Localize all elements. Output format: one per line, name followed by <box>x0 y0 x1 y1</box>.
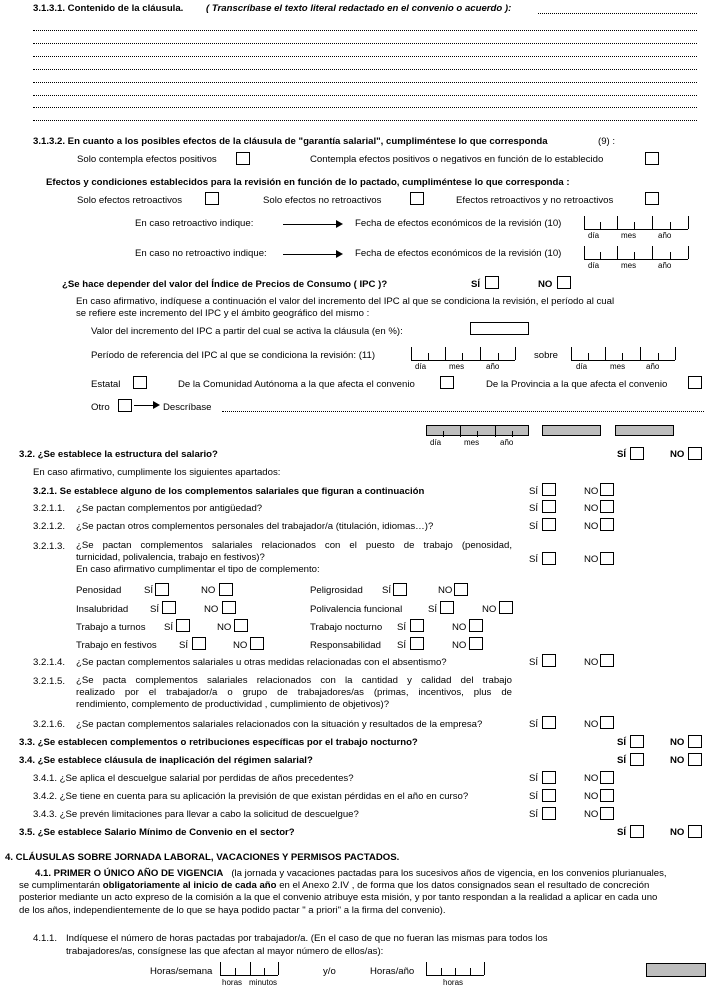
label-yo: y/o <box>323 966 336 977</box>
dotted-line[interactable] <box>33 56 697 57</box>
checkbox-responsabilidad-si[interactable] <box>410 637 424 650</box>
checkbox-q3213-no[interactable] <box>600 552 614 565</box>
label-no: NO <box>584 554 599 565</box>
label-polivalencia: Polivalencia funcional <box>310 604 403 615</box>
q411-line-2: trabajadores/as, consígnese las que afectan al mayor número de ellos/as): <box>66 946 384 957</box>
checkbox-q3216-si[interactable] <box>542 716 556 729</box>
label-no: NO <box>584 486 599 497</box>
efectos-title: Efectos y condiciones establecidos para la revisión en función de lo pactado, cumpliméntese lo que corresponda : <box>46 177 570 188</box>
dotted-line[interactable] <box>33 69 697 70</box>
checkbox-responsabilidad-no[interactable] <box>469 637 483 650</box>
label-si: SÍ <box>397 622 407 633</box>
q411-line-1: Indíquese el número de horas pactadas por trabajador/a. (En el caso de que no fueran las mismas para todos los <box>66 933 548 944</box>
checkbox-festivos-si[interactable] <box>192 637 206 650</box>
label-no: NO <box>584 657 599 668</box>
section-41-paragraph: 4.1. PRIMER O ÚNICO AÑO DE VIGENCIA (la jornada y vacaciones pactadas para los sucesivos años de vigencia, en los convenios plurianuales, se cumplimentarán obligatoriamente al inicio de cada año en el Anexo 2.IV , de forma que los datos consignados sean el resultado de concreción posterior mediante un acto expreso de la comisión a la que el convenio atribuye esta misión, y por tanto respondan a la realidad a aplicar en cada uno de los años, independientemente de lo que se haya podido pactar " a priori" a la firma del convenio). <box>19 868 667 916</box>
checkbox-q342-no[interactable] <box>600 789 614 802</box>
q3216-number: 3.2.1.6. <box>33 719 66 730</box>
label-festivos: Trabajo en festivos <box>76 640 157 651</box>
label-si: SÍ <box>397 640 407 651</box>
checkbox-35-no[interactable] <box>688 825 702 838</box>
checkbox-q3211-si[interactable] <box>542 500 556 513</box>
label-si: SÍ <box>617 827 627 838</box>
label-si: SÍ <box>144 585 154 596</box>
label-solo-no-retro: Solo efectos no retroactivos <box>263 195 382 206</box>
checkbox-q3212-no[interactable] <box>600 518 614 531</box>
checkbox-insalubridad-si[interactable] <box>162 601 176 614</box>
checkbox-retro-y-no[interactable] <box>645 192 659 205</box>
label-estatal: Estatal <box>91 379 121 390</box>
label-insalubridad: Insalubridad <box>76 604 129 615</box>
label-no: NO <box>452 640 467 651</box>
checkbox-q3214-no[interactable] <box>600 654 614 667</box>
checkbox-q3216-no[interactable] <box>600 716 614 729</box>
section-4-title: 4. CLÁUSULAS SOBRE JORNADA LABORAL, VACACIONES Y PERMISOS PACTADOS. <box>5 852 400 863</box>
checkbox-insalubridad-no[interactable] <box>222 601 236 614</box>
label-no: NO <box>584 503 599 514</box>
checkbox-q341-no[interactable] <box>600 771 614 784</box>
label-no: NO <box>670 827 685 838</box>
dotted-line[interactable] <box>33 43 697 44</box>
label-no: NO <box>584 521 599 532</box>
label-no: NO <box>482 604 497 615</box>
label-anio: año <box>658 231 672 240</box>
checkbox-penosidad-si[interactable] <box>155 583 169 596</box>
dotted-line[interactable] <box>33 95 697 96</box>
checkbox-q3214-si[interactable] <box>542 654 556 667</box>
checkbox-peligrosidad-si[interactable] <box>393 583 407 596</box>
label-anio: año <box>646 362 660 371</box>
grey-box <box>542 425 601 436</box>
checkbox-33-si[interactable] <box>630 735 644 748</box>
label-valor-ipc: Valor del incremento del IPC a partir del cual se activa la cláusula (en %): <box>91 326 403 337</box>
label-si: SÍ <box>529 554 539 565</box>
label-dia: día <box>576 362 588 371</box>
checkbox-q3211-no[interactable] <box>600 500 614 513</box>
label-dia: día <box>588 231 600 240</box>
checkbox-33-no[interactable] <box>688 735 702 748</box>
label-solo-retro: Solo efectos retroactivos <box>77 195 183 206</box>
label-no: NO <box>584 809 599 820</box>
label-si: SÍ <box>529 486 539 497</box>
section-41-title: 4.1. PRIMER O ÚNICO AÑO DE VIGENCIA <box>35 868 224 879</box>
label-no: NO <box>670 449 685 460</box>
checkbox-comunidad[interactable] <box>440 376 454 389</box>
q3215-label: ¿Se pacta complementos salariales relacionados con la cantidad y calidad del trabajo realizado por el trabajador/a o grupo de trabajadores/as (primas, incentivos, plus de rendimiento, complemento de productividad , cumplimiento de objetivos)? <box>76 675 512 711</box>
checkbox-estatal[interactable] <box>133 376 147 389</box>
checkbox-q321-si[interactable] <box>542 483 556 496</box>
section-32-title: 3.2. ¿Se establece la estructura del salario? <box>19 449 218 460</box>
label-no: NO <box>670 755 685 766</box>
dotted-line[interactable] <box>33 82 697 83</box>
label-si: SÍ <box>617 449 627 460</box>
label-dia: día <box>430 438 442 447</box>
section-32-intro: En caso afirmativo, cumplimente los siguientes apartados: <box>33 467 281 478</box>
label-fecha-efectos-2: Fecha de efectos económicos de la revisión (10) <box>355 248 562 259</box>
label-no: NO <box>217 622 232 633</box>
label-si: SÍ <box>617 755 627 766</box>
arrow-right-icon <box>134 405 158 406</box>
q3211-label: ¿Se pactan complementos por antigüedad? <box>76 503 263 514</box>
dotted-line[interactable] <box>538 13 697 14</box>
dotted-line[interactable] <box>33 120 697 121</box>
checkbox-peligrosidad-no[interactable] <box>454 583 468 596</box>
label-sobre: sobre <box>534 350 558 361</box>
label-mes: mes <box>621 231 637 240</box>
label-turnos: Trabajo a turnos <box>76 622 146 633</box>
label-fecha-efectos: Fecha de efectos económicos de la revisión (10) <box>355 218 562 229</box>
checkbox-provincia[interactable] <box>688 376 702 389</box>
label-si: SÍ <box>529 521 539 532</box>
label-describase: Descríbase <box>163 402 212 413</box>
checkbox-q342-si[interactable] <box>542 789 556 802</box>
ipc-question: ¿Se hace depender del valor del Índice de Precios de Consumo ( IPC )? <box>62 279 388 290</box>
label-horas: horas <box>222 978 243 987</box>
label-horas-semana: Horas/semana <box>150 966 213 977</box>
checkbox-turnos-no[interactable] <box>234 619 248 632</box>
input-describase[interactable] <box>222 411 704 412</box>
label-no: NO <box>233 640 248 651</box>
label-no: NO <box>584 719 599 730</box>
dotted-line[interactable] <box>33 107 697 108</box>
label-no: NO <box>584 791 599 802</box>
checkbox-34-si[interactable] <box>630 753 644 766</box>
label-si: SÍ <box>529 657 539 668</box>
label-anio: año <box>486 362 500 371</box>
section-34-title: 3.4. ¿Se establece cláusula de inaplicación del régimen salarial? <box>19 755 313 766</box>
label-solo-positivos: Solo contempla efectos positivos <box>77 154 217 165</box>
checkbox-penosidad-no[interactable] <box>219 583 233 596</box>
q3213-label: ¿Se pactan complementos salariales relacionados con el puesto de trabajo (penosidad, turnicidad, polivalencia, trabajo en festivos)? En caso afirmativo cumplimentar el tipo de complemento: <box>76 540 512 576</box>
label-si: SÍ <box>150 604 160 615</box>
label-anio: año <box>658 261 672 270</box>
checkbox-nocturno-no[interactable] <box>469 619 483 632</box>
label-otro: Otro <box>91 402 110 413</box>
label-no: NO <box>584 773 599 784</box>
section-33-title: 3.3. ¿Se establecen complementos o retribuciones específicas por el trabajo nocturno? <box>19 737 418 748</box>
label-nocturno: Trabajo nocturno <box>310 622 383 633</box>
section-35-title: 3.5. ¿Se establece Salario Mínimo de Convenio en el sector? <box>19 827 295 838</box>
checkbox-32-si[interactable] <box>630 447 644 460</box>
ipc-para-2: se refiere este incremento del IPC y el ámbito geográfico del mismo : <box>76 308 370 319</box>
label-pos-neg: Contempla efectos positivos o negativos en función de lo establecido <box>310 154 604 165</box>
q321-label: 3.2.1. Se establece alguno de los complementos salariales que figuran a continuación <box>33 486 425 497</box>
label-dia: día <box>588 261 600 270</box>
label-mes: mes <box>610 362 626 371</box>
q343-label: 3.4.3. ¿Se prevén limitaciones para llevar a cabo la solicitud de descuelgue? <box>33 809 359 820</box>
label-anio: año <box>500 438 514 447</box>
q3212-label: ¿Se pactan otros complementos personales del trabajador/a (titulación, idiomas…)? <box>76 521 434 532</box>
checkbox-32-no[interactable] <box>688 447 702 460</box>
checkbox-35-si[interactable] <box>630 825 644 838</box>
dotted-line[interactable] <box>33 30 697 31</box>
label-no: NO <box>204 604 219 615</box>
label-no: NO <box>201 585 216 596</box>
q3216-label: ¿Se pactan complementos salariales relacionados con la situación y resultados de la empresa? <box>76 719 483 730</box>
checkbox-pos-neg[interactable] <box>645 152 659 165</box>
grey-box <box>646 963 706 977</box>
label-mes: mes <box>621 261 637 270</box>
section-3131-note: ( Transcríbase el texto literal redactado en el convenio o acuerdo ): <box>206 3 512 14</box>
checkbox-q3213-si[interactable] <box>542 552 556 565</box>
section-3132-title: 3.1.3.2. En cuanto a los posibles efectos de la cláusula de "garantía salarial", cumpliméntese lo que corresponda <box>33 136 548 147</box>
checkbox-q341-si[interactable] <box>542 771 556 784</box>
input-valor-ipc[interactable] <box>470 322 529 335</box>
checkbox-polivalencia-si[interactable] <box>440 601 454 614</box>
label-horas-anio: Horas/año <box>370 966 415 977</box>
checkbox-turnos-si[interactable] <box>176 619 190 632</box>
label-mes: mes <box>464 438 480 447</box>
label-caso-no-retro: En caso no retroactivo indique: <box>135 248 267 259</box>
label-si: SÍ <box>164 622 174 633</box>
label-horas: horas <box>443 978 464 987</box>
q3214-number: 3.2.1.4. <box>33 657 66 668</box>
checkbox-ipc-no[interactable] <box>557 276 571 289</box>
note-ref-9: (9) : <box>598 136 616 147</box>
checkbox-34-no[interactable] <box>688 753 702 766</box>
arrow-right-icon <box>283 254 341 255</box>
ipc-para-1: En caso afirmativo, indíquese a continuación el valor del incremento del IPC al que se condiciona la revisión, el período al cual <box>76 296 615 307</box>
checkbox-nocturno-si[interactable] <box>410 619 424 632</box>
checkbox-q343-no[interactable] <box>600 807 614 820</box>
label-si: SÍ <box>382 585 392 596</box>
label-si: SÍ <box>179 640 189 651</box>
label-caso-retro: En caso retroactivo indique: <box>135 218 254 229</box>
label-si: SÍ <box>529 503 539 514</box>
grey-box <box>615 425 674 436</box>
checkbox-solo-no-retro[interactable] <box>410 192 424 205</box>
label-responsabilidad: Responsabilidad <box>310 640 381 651</box>
checkbox-polivalencia-no[interactable] <box>499 601 513 614</box>
label-si: SÍ <box>529 791 539 802</box>
label-peligrosidad: Peligrosidad <box>310 585 363 596</box>
label-si: SÍ <box>471 279 481 290</box>
label-si: SÍ <box>428 604 438 615</box>
label-dia: día <box>415 362 427 371</box>
label-provincia: De la Provincia a la que afecta el convenio <box>486 379 668 390</box>
checkbox-solo-retro[interactable] <box>205 192 219 205</box>
q3215-number: 3.2.1.5. <box>33 676 66 687</box>
label-no: NO <box>452 622 467 633</box>
label-retro-y-no: Efectos retroactivos y no retroactivos <box>456 195 614 206</box>
label-si: SÍ <box>529 809 539 820</box>
q411-number: 4.1.1. <box>33 933 58 944</box>
label-si: SÍ <box>529 773 539 784</box>
label-si: SÍ <box>529 719 539 730</box>
checkbox-q3212-si[interactable] <box>542 518 556 531</box>
label-penosidad: Penosidad <box>76 585 122 596</box>
label-minutos: minutos <box>249 978 278 987</box>
checkbox-q321-no[interactable] <box>600 483 614 496</box>
checkbox-solo-positivos[interactable] <box>236 152 250 165</box>
arrow-right-icon <box>283 224 341 225</box>
checkbox-festivos-no[interactable] <box>250 637 264 650</box>
q3214-label: ¿Se pactan complementos salariales u otras medidas relacionadas con el absentismo? <box>76 657 447 668</box>
q342-label: 3.4.2. ¿Se tiene en cuenta para su aplicación la previsión de que existan pérdidas en el año en curso? <box>33 791 469 802</box>
label-periodo-ipc: Período de referencia del IPC al que se condiciona la revisión: (11) <box>91 350 376 361</box>
label-no: NO <box>538 279 553 290</box>
checkbox-otro[interactable] <box>118 399 132 412</box>
label-si: SÍ <box>617 737 627 748</box>
checkbox-q343-si[interactable] <box>542 807 556 820</box>
label-no: NO <box>438 585 453 596</box>
checkbox-ipc-si[interactable] <box>485 276 499 289</box>
label-comunidad: De la Comunidad Autónoma a la que afecta el convenio <box>178 379 415 390</box>
q341-label: 3.4.1. ¿Se aplica el descuelgue salarial por perdidas de años precedentes? <box>33 773 354 784</box>
q3211-number: 3.2.1.1. <box>33 503 66 514</box>
section-3131-title: 3.1.3.1. Contenido de la cláusula. <box>33 3 184 14</box>
q3212-number: 3.2.1.2. <box>33 521 66 532</box>
label-no: NO <box>670 737 685 748</box>
q3213-number: 3.2.1.3. <box>33 541 66 552</box>
label-mes: mes <box>449 362 465 371</box>
